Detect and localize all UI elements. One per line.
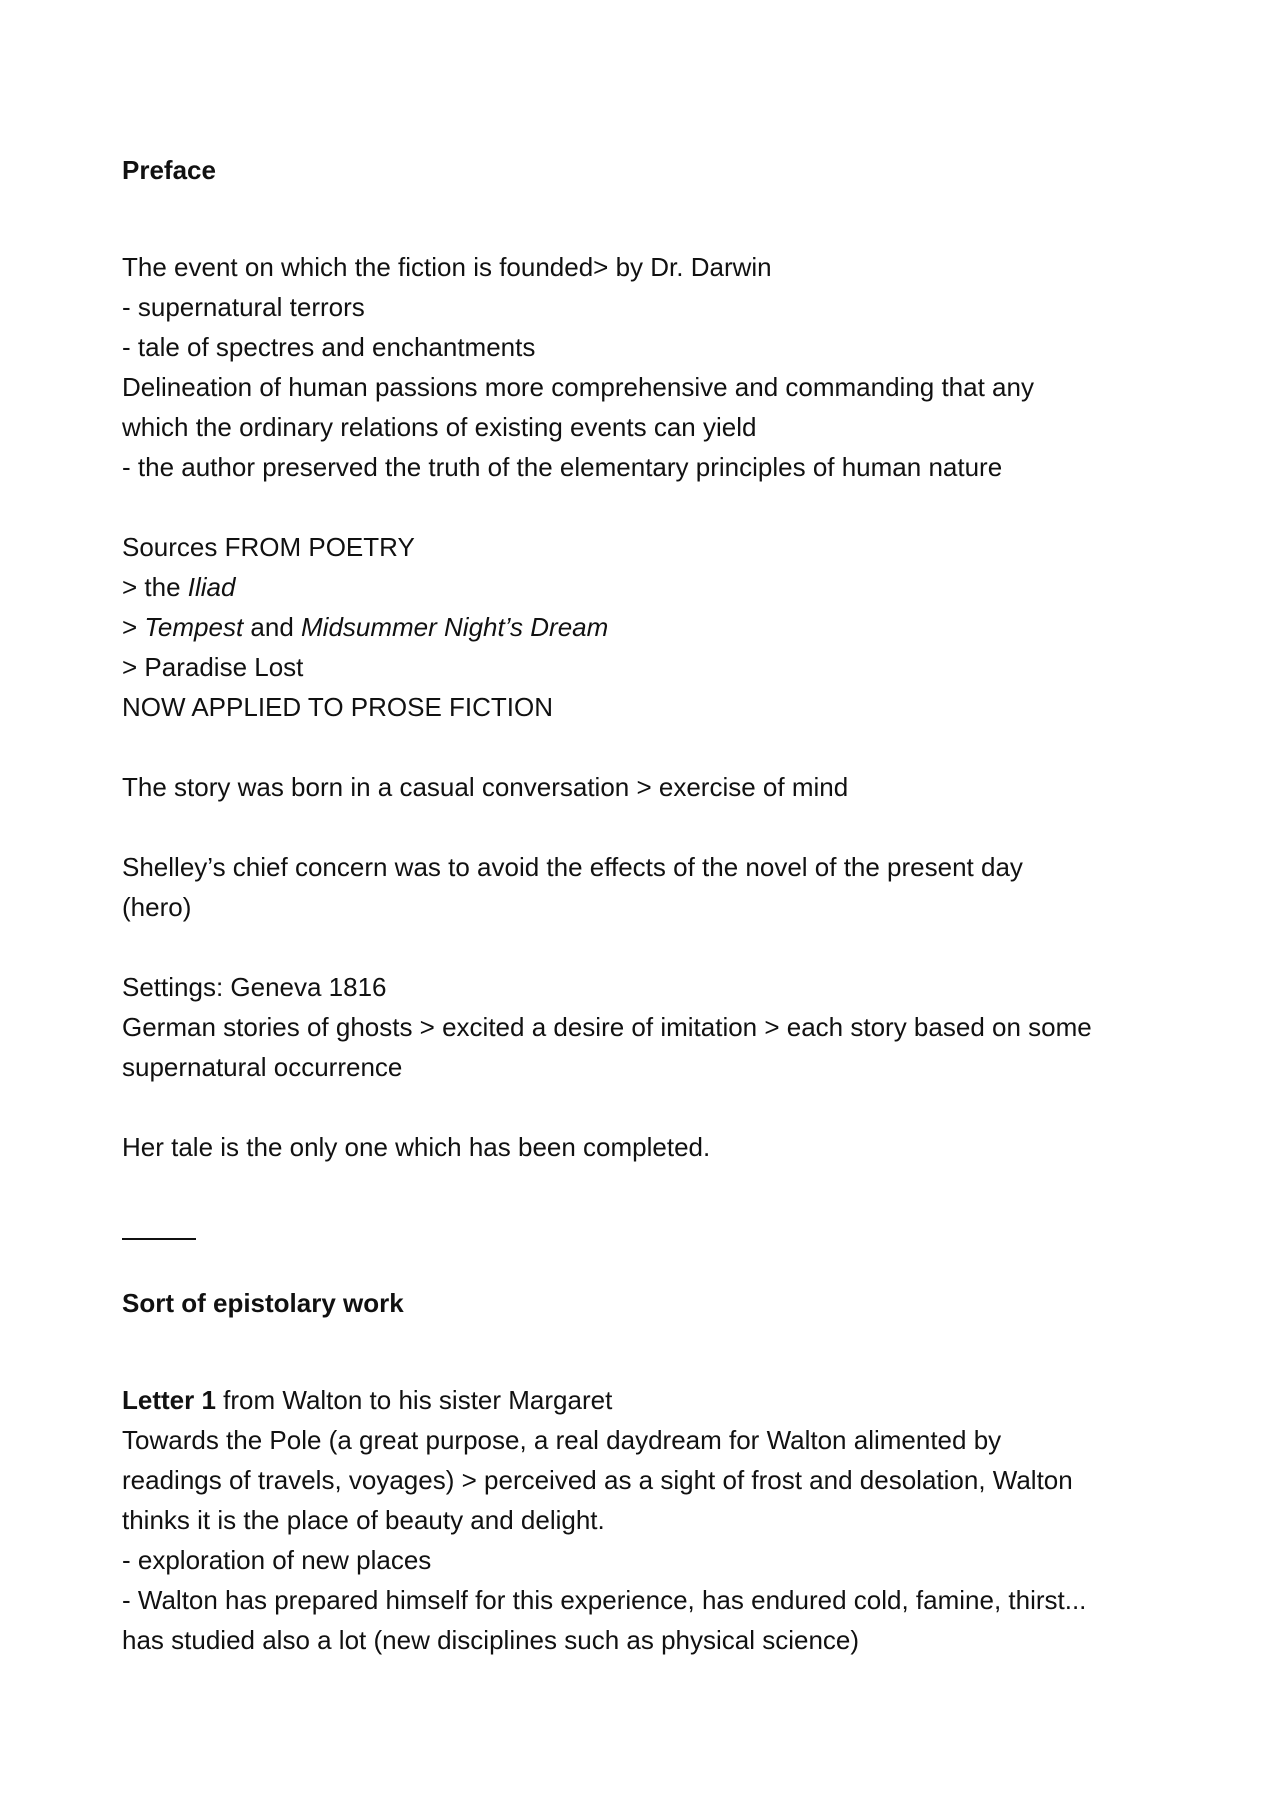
german-stories-line-1: German stories of ghosts > excited a desire of imitation > each story based on some [122,1012,1092,1042]
story-born: The story was born in a casual conversation > exercise of mind [122,772,849,802]
preface-heading: Preface [122,155,216,185]
bullet-walton-studied: has studied also a lot (new disciplines such as physical science) [122,1625,860,1655]
section-divider [122,1217,1182,1257]
preface-bullet-author: - the author preserved the truth of the elementary principles of human nature [122,452,1003,482]
pole-line-2: readings of travels, voyages) > perceived as a sight of frost and desolation, Walton [122,1465,1073,1495]
bullet-exploration: - exploration of new places [122,1545,432,1575]
spacer [122,1257,1182,1283]
source-iliad: > the Iliad [122,572,236,602]
tale-completed: Her tale is the only one which has been completed. [122,1132,711,1162]
preface-intro: The event on which the fiction is founded> by Dr. Darwin [122,252,772,282]
spacer [122,727,1182,767]
divider-rule [122,1238,196,1240]
epistolary-heading: Sort of epistolary work [122,1288,404,1318]
bullet-walton-prepared: - Walton has prepared himself for this experience, has endured cold, famine, thirst... [122,1585,1087,1615]
applied-to-prose: NOW APPLIED TO PROSE FICTION [122,692,554,722]
shelley-concern-line-1: Shelley’s chief concern was to avoid the effects of the novel of the present day [122,852,1023,882]
midsummer-title: Midsummer Night’s Dream [301,612,609,642]
pole-line-1: Towards the Pole (a great purpose, a real daydream for Walton alimented by [122,1425,1002,1455]
preface-bullet-spectres: - tale of spectres and enchantments [122,332,536,362]
german-stories-line-2: supernatural occurrence [122,1052,403,1082]
sources-title: Sources FROM POETRY [122,532,415,562]
settings: Settings: Geneva 1816 [122,972,387,1002]
letter-1-intro: Letter 1 from Walton to his sister Margaret [122,1385,613,1415]
spacer [122,1207,1182,1217]
spacer [122,1167,1182,1207]
spacer [122,1087,1182,1127]
iliad-title: Iliad [187,572,236,602]
tempest-title: Tempest [144,612,244,642]
document-page [122,150,1182,1660]
source-shakespeare: > Tempest and Midsummer Night’s Dream [122,612,609,642]
preface-bullet-supernatural: - supernatural terrors [122,292,365,322]
letter-1-label: Letter 1 [122,1385,216,1415]
shelley-concern-line-2: (hero) [122,892,192,922]
spacer [122,487,1182,527]
spacer [122,807,1182,847]
pole-line-3: thinks it is the place of beauty and delight. [122,1505,605,1535]
preface-delineation-line-1: Delineation of human passions more comprehensive and commanding that any [122,372,1034,402]
source-paradise-lost: > Paradise Lost [122,652,304,682]
spacer [122,1323,1182,1380]
spacer [122,190,1182,247]
preface-delineation-line-2: which the ordinary relations of existing events can yield [122,412,757,442]
spacer [122,927,1182,967]
